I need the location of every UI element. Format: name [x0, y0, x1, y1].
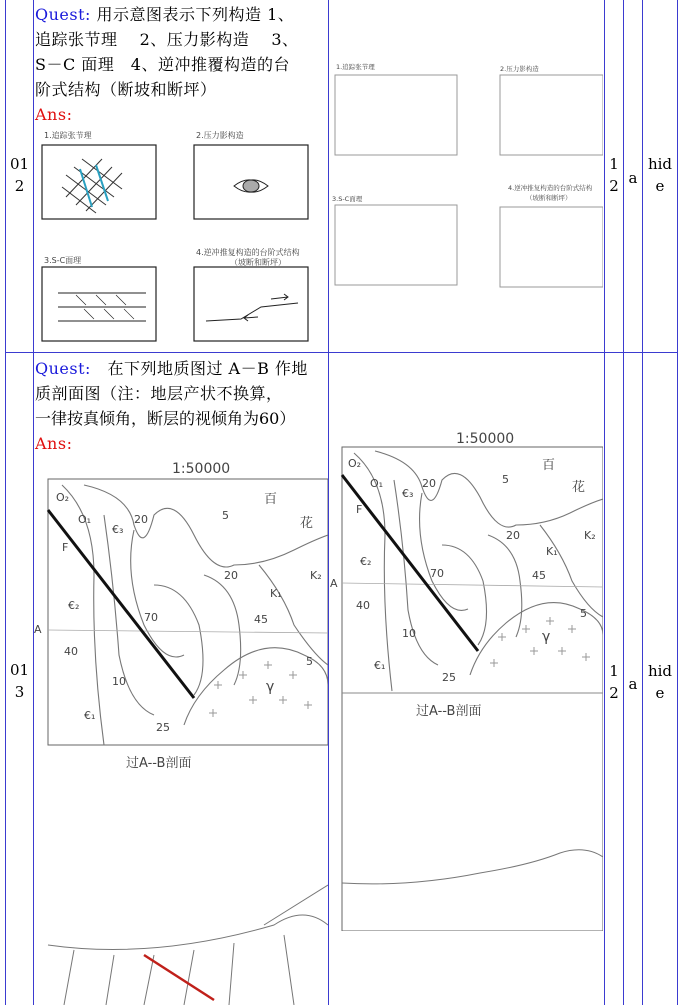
map-label: K₁	[270, 587, 282, 600]
map-label: O₂	[348, 457, 362, 470]
map-label: 20	[506, 529, 520, 542]
row-id-bottom: 2	[14, 177, 25, 195]
map-label: O₁	[78, 513, 92, 526]
map-label: 25	[156, 721, 170, 734]
answer-key-cell	[624, 167, 642, 189]
grid-line	[5, 352, 678, 353]
grid-line	[677, 0, 678, 1005]
map-label: €₁	[374, 659, 386, 672]
map-label: F	[62, 541, 69, 554]
panel-label: 2.压力影构造	[196, 131, 244, 140]
score-cell	[605, 660, 623, 704]
quest-line: 用示意图表示下列构造 1、	[96, 5, 295, 24]
question-block	[35, 2, 327, 127]
map-scale: 1:50000	[456, 431, 515, 447]
pressure-shadow-icon	[234, 180, 268, 192]
joint-grid-icon	[62, 159, 122, 213]
map-label: K₁	[546, 545, 558, 558]
score-top: 1	[609, 155, 619, 173]
score-bottom: 2	[609, 684, 619, 702]
map-label: 20	[224, 569, 238, 582]
score-top: 1	[609, 662, 619, 680]
map-label: €₁	[84, 709, 96, 722]
map-label: A	[330, 577, 338, 590]
contact-lines	[62, 485, 328, 745]
answer-key: a	[628, 169, 638, 187]
map-label: O₂	[56, 491, 70, 504]
map-label: 40	[356, 599, 370, 612]
panel-label: 1.追踪张节理	[44, 131, 92, 140]
quest-line: 追踪张节理 2、压力影构造 3、	[35, 30, 299, 49]
score-cell	[605, 153, 623, 197]
hide-bottom: e	[655, 177, 665, 195]
panel-label: 2.压力影构造	[500, 65, 539, 73]
map-label: 5	[502, 473, 509, 486]
map-label: γ	[266, 679, 275, 695]
map-label: A	[34, 623, 42, 636]
section-profile	[342, 850, 603, 884]
hide-cell[interactable]	[643, 153, 677, 197]
hide-top: hid	[647, 155, 673, 173]
row-id-top: 01	[9, 661, 30, 679]
quest-line: 在下列地质图过 A－B 作地	[107, 359, 308, 378]
answer-figure	[330, 55, 603, 295]
section-title: 过A--B剖面	[126, 756, 192, 771]
quest-line: 阶式结构（断坡和断坪）	[35, 80, 217, 99]
map-label: 百	[542, 458, 556, 473]
grid-line	[604, 0, 605, 1005]
map-label: €₂	[360, 555, 372, 568]
map-label: 花	[572, 480, 586, 495]
ans-label: Ans:	[35, 434, 73, 453]
map-label: 20	[422, 477, 436, 490]
panel-label: 3.S-C面理	[332, 195, 363, 203]
map-label: 10	[112, 675, 126, 688]
panel-label: 3.S-C面理	[44, 256, 82, 265]
grid-line	[623, 0, 624, 1005]
map-label: 5	[580, 607, 587, 620]
map-label: 25	[442, 671, 456, 684]
answer-geologic-map	[330, 425, 603, 931]
answer-key: a	[628, 675, 638, 693]
score-bottom: 2	[609, 177, 619, 195]
ans-label: Ans:	[35, 105, 73, 124]
contact-lines	[354, 451, 603, 691]
map-label: €₃	[112, 523, 124, 536]
quest-line: S－C 面理 4、逆冲推覆构造的台	[35, 55, 290, 74]
hide-bottom: e	[655, 684, 665, 702]
map-label: 10	[402, 627, 416, 640]
map-label: K₂	[310, 569, 322, 582]
panel-label: 4.逆冲推复构造的台阶式结构	[196, 248, 300, 257]
quest-line: 一律按真倾角，断层的视倾角为60）	[35, 409, 296, 428]
panel-label: 1.追踪张节理	[336, 63, 375, 71]
section-title: 过A--B剖面	[416, 704, 482, 719]
map-label: γ	[542, 629, 551, 645]
map-label: 花	[300, 516, 314, 531]
quest-label: Quest:	[35, 5, 91, 24]
hide-top: hid	[647, 662, 673, 680]
map-label: €₃	[402, 487, 414, 500]
map-label: 5	[222, 509, 229, 522]
map-label: 45	[254, 613, 268, 626]
map-label: 70	[430, 567, 444, 580]
row-id	[6, 659, 33, 703]
quest-line: 质剖面图（注：地层产状不换算，	[35, 384, 283, 403]
row-id	[6, 153, 33, 197]
row-id-bottom: 3	[14, 683, 25, 701]
grid-line	[328, 0, 329, 1005]
row-id-top: 01	[9, 155, 30, 173]
map-label: F	[356, 503, 363, 516]
map-label: 5	[306, 655, 313, 668]
map-label: 45	[532, 569, 546, 582]
panel-label: 4.逆冲推复构造的台阶式结构	[508, 184, 593, 192]
question-block	[35, 356, 327, 456]
map-label: K₂	[584, 529, 596, 542]
panel-label: （坡断和断坪）	[230, 258, 286, 267]
question-figure	[36, 125, 326, 347]
map-label: 40	[64, 645, 78, 658]
sc-foliation-icon	[58, 293, 146, 321]
cross-section-sketch	[48, 885, 328, 1005]
grid-line	[642, 0, 643, 1005]
quest-label: Quest:	[35, 359, 91, 378]
hide-cell[interactable]	[643, 660, 677, 704]
thrust-ramp-icon	[206, 294, 298, 321]
map-label: €₂	[68, 599, 80, 612]
map-label: 70	[144, 611, 158, 624]
answer-key-cell	[624, 673, 642, 695]
panel-label: （坡断和断坪）	[526, 194, 572, 202]
map-scale: 1:50000	[172, 461, 231, 477]
grid-line	[5, 0, 6, 1005]
map-label: 百	[264, 492, 278, 507]
map-label: 20	[134, 513, 148, 526]
geologic-map	[34, 455, 328, 1005]
map-label: O₁	[370, 477, 384, 490]
